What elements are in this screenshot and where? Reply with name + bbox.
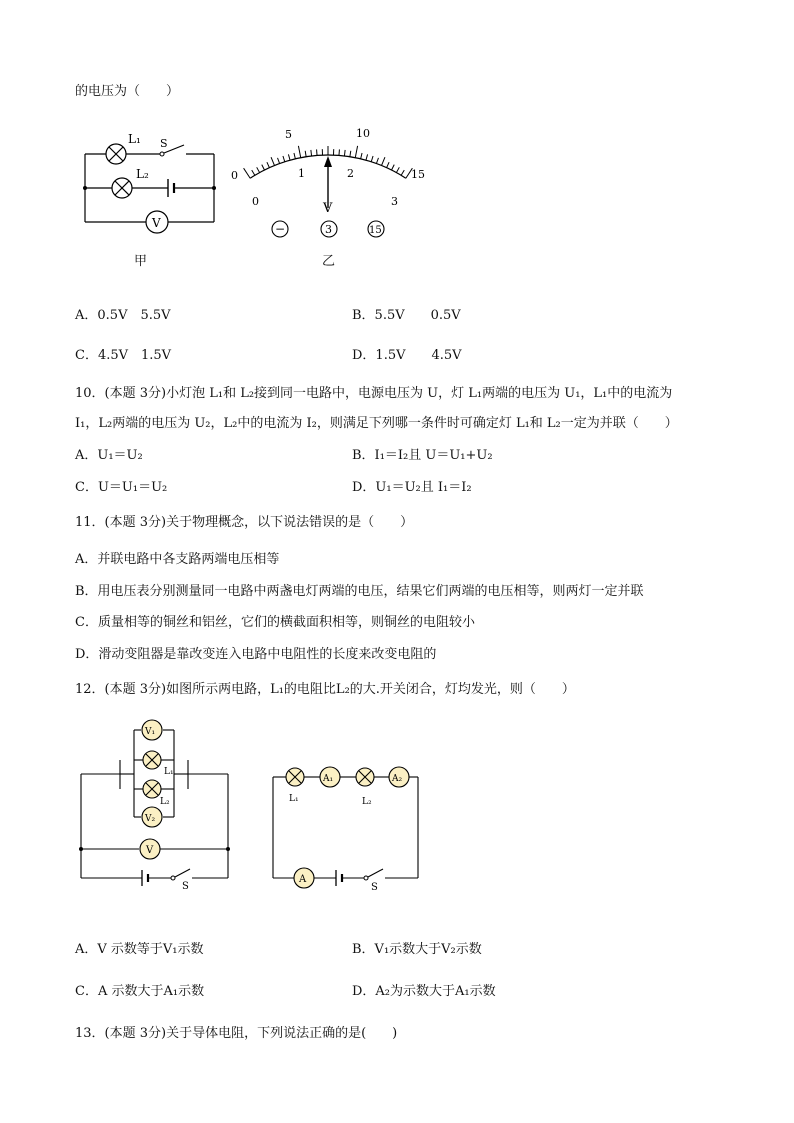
dial-tick: [262, 165, 265, 170]
dial-tick: [244, 168, 251, 178]
dial-tick: [267, 162, 269, 167]
dial-tick: [257, 167, 260, 172]
q9-option-b: B．5.5V 0.5V: [352, 308, 461, 323]
right-a1-label: A₁: [323, 774, 334, 784]
q10-stem-line1: 10．(本题 3分)小灯泡 L₁和 L₂接到同一电路中，电源电压为 U，灯 L₁两端的电压为 U₁，L₁中的电流为: [75, 386, 673, 401]
q10-stem-line2: I₁，L₂两端的电压为 U₂，L₂中的电流为 I₂，则满足下列哪一条件时可确定灯 L₁和 L₂一定为并联（ ）: [75, 416, 678, 431]
question-9-tail: 的电压为（ ）: [75, 84, 180, 99]
jia-label-l1: L₁: [128, 132, 141, 146]
q11-option-d: D．滑动变阻器是靠改变连入电路中电阻性的长度来改变电阻的: [75, 647, 437, 662]
right-s-label: S: [371, 882, 378, 892]
q9-option-a: A．0.5V 5.5V: [75, 308, 171, 323]
circuit-diagram-right: [268, 760, 424, 892]
dial-tick: [387, 162, 389, 167]
terminal-neg: −: [275, 222, 286, 236]
jia-label-v: V: [152, 216, 161, 230]
dial-tick: [294, 153, 295, 159]
dial-tick: [401, 170, 404, 175]
dial-tick: [355, 146, 357, 158]
dial-tick: [366, 154, 368, 160]
caption-yi: 乙: [322, 254, 336, 269]
dial-unit: V: [323, 201, 333, 216]
bottom-scale-3: 3: [391, 195, 398, 208]
left-v-label: V: [146, 845, 154, 856]
dial-tick: [350, 151, 351, 157]
dial-tick: [283, 156, 285, 162]
q11-option-c: C．质量相等的铜丝和铝丝，它们的横截面积相等，则铜丝的电阻较小: [75, 615, 475, 630]
q10-option-c: C．U＝U₁＝U₂: [75, 480, 168, 495]
dial-tick: [361, 153, 362, 159]
right-a2-label: A₂: [392, 774, 403, 784]
terminal-3: 3: [325, 223, 332, 236]
circuit-diagram-jia: [80, 128, 230, 243]
top-scale-15: 15: [411, 168, 425, 181]
dial-tick: [252, 170, 255, 175]
left-l1-label: L₁: [164, 767, 174, 777]
top-scale-10: 10: [356, 127, 370, 140]
dial-tick: [271, 157, 274, 165]
q10-option-d: D．U₁＝U₂且 I₁＝I₂: [352, 480, 472, 495]
dial-tick: [288, 154, 290, 160]
q11-option-b: B．用电压表分别测量同一电路中两盏电灯两端的电压，结果它们两端的电压相等，则两灯一定并联: [75, 584, 644, 599]
dial-tick: [311, 150, 312, 156]
top-scale-0: 0: [231, 169, 238, 182]
dial-tick: [344, 150, 345, 156]
dial-tick: [392, 165, 395, 170]
q10-option-a: A．U₁＝U₂: [75, 448, 143, 463]
q12-option-d: D．A₂为示数大于A₁示数: [352, 984, 496, 999]
q12-option-a: A．V 示数等于V₁示数: [75, 942, 204, 957]
q12-stem: 12．(本题 3分)如图所示两电路，L₁的电阻比L₂的大.开关闭合，灯均发光，则（ ）: [75, 682, 575, 697]
q11-option-a: A．并联电路中各支路两端电压相等: [75, 552, 280, 567]
bottom-scale-0: 0: [252, 195, 259, 208]
voltmeter-dial-yi: [225, 122, 435, 247]
q13-stem: 13．(本题 3分)关于导体电阻，下列说法正确的是( ): [75, 1026, 398, 1041]
right-a-label: A: [299, 874, 307, 885]
dial-tick: [371, 156, 373, 162]
q9-option-d: D．1.5V 4.5V: [352, 348, 462, 363]
jia-label-s: S: [160, 137, 168, 150]
q10-option-b: B．I₁＝I₂且 U＝U₁+U₂: [352, 448, 493, 463]
top-scale-5: 5: [285, 128, 292, 141]
left-s-label: S: [182, 881, 189, 890]
bottom-scale-2: 2: [347, 167, 354, 180]
q9-option-c: C．4.5V 1.5V: [75, 348, 172, 363]
left-v2-label: V₂: [145, 814, 156, 824]
dial-tick: [305, 151, 306, 157]
dial-tick: [278, 158, 280, 164]
q12-option-c: C．A 示数大于A₁示数: [75, 984, 205, 999]
circuit-diagram-left: [76, 715, 236, 890]
right-l1-label: L₁: [289, 794, 299, 804]
caption-jia: 甲: [134, 254, 148, 269]
q11-stem: 11．(本题 3分)关于物理概念，以下说法错误的是（ ）: [75, 515, 414, 530]
dial-tick: [396, 167, 399, 172]
left-v1-label: V₁: [145, 727, 156, 737]
dial-tick: [376, 158, 378, 164]
dial-tick: [382, 157, 385, 165]
bottom-scale-1: 1: [298, 167, 305, 180]
jia-label-l2: L₂: [136, 167, 149, 181]
right-l2-label: L₂: [362, 797, 372, 807]
q12-option-b: B．V₁示数大于V₂示数: [352, 942, 482, 957]
dial-tick: [298, 146, 300, 158]
terminal-15: 15: [369, 225, 382, 236]
left-l2-label: L₂: [160, 797, 170, 807]
